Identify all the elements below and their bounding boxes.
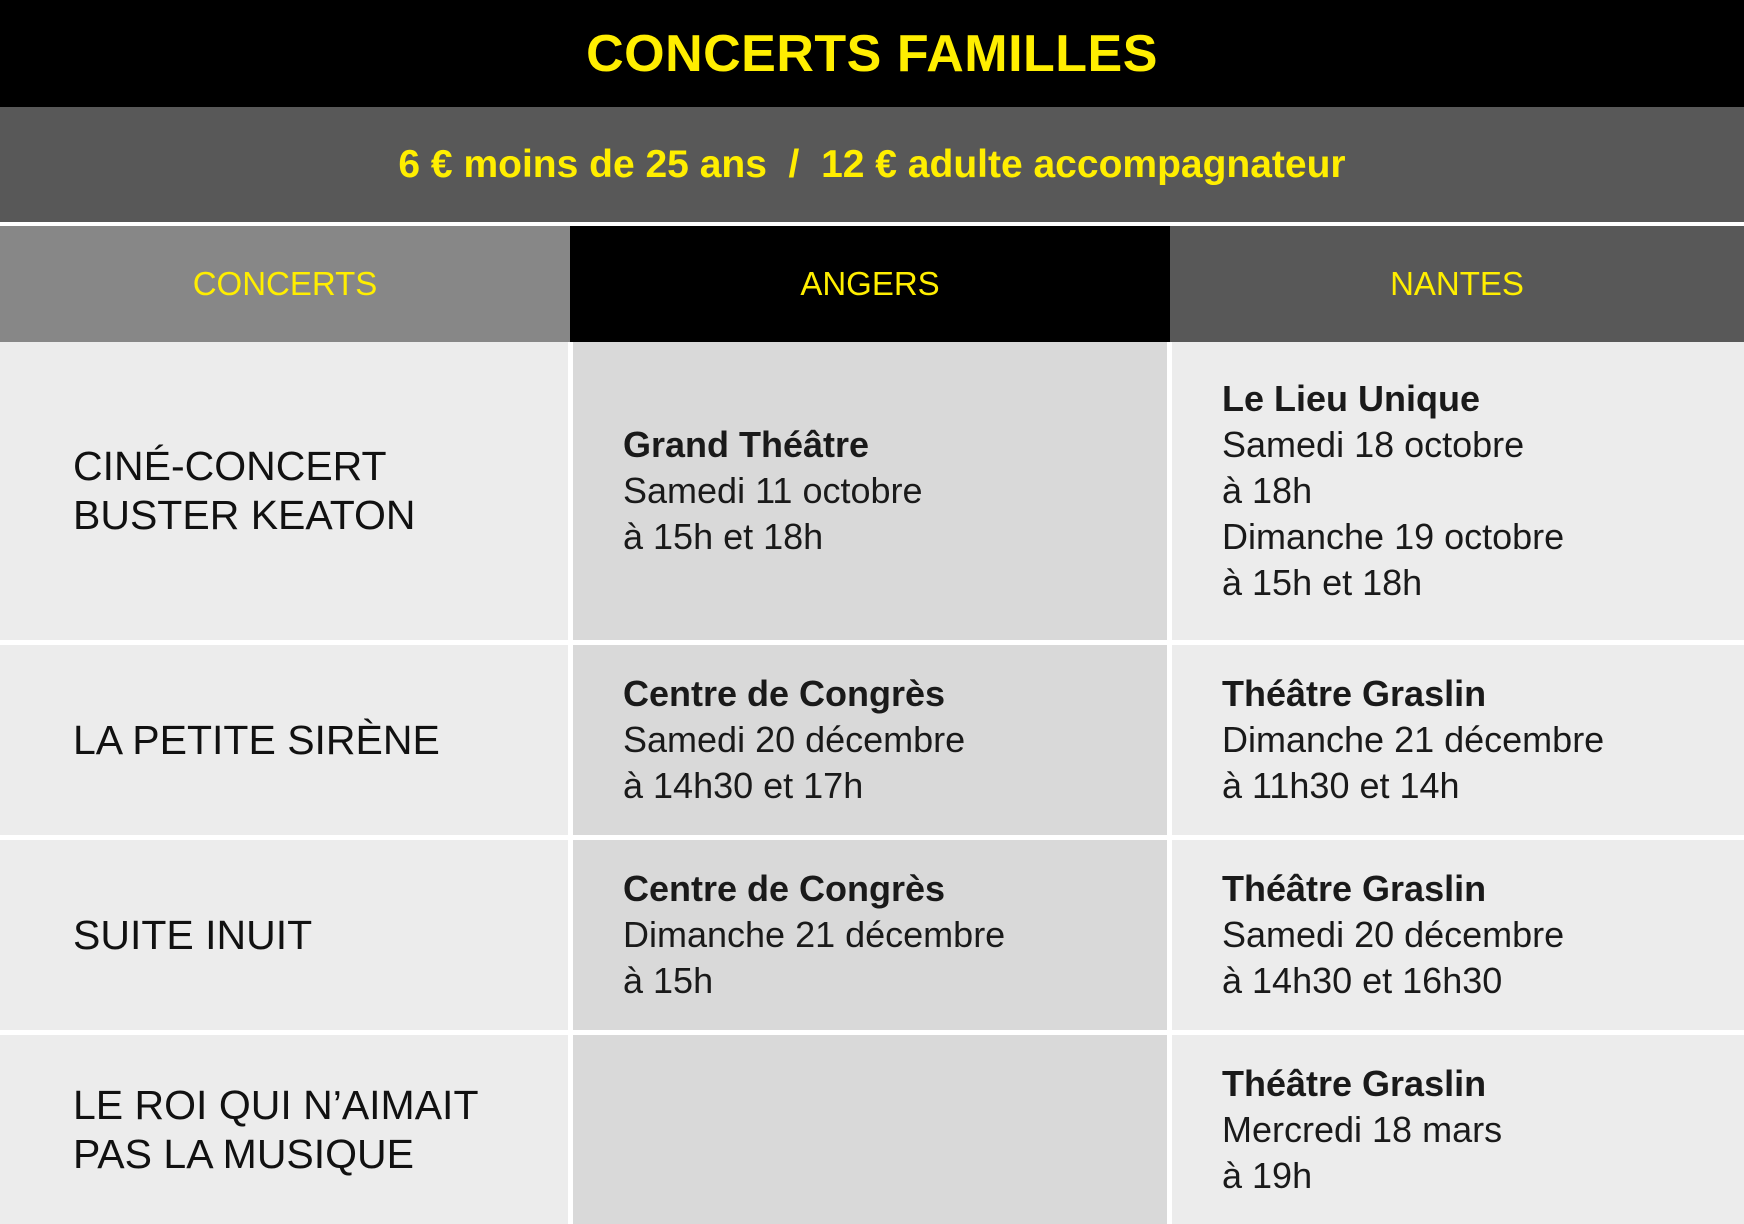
angers-schedule (623, 671, 965, 809)
concert-name-cell (0, 645, 568, 835)
concert-name: LE ROI QUI N’AIMAIT PAS LA MUSIQUE (73, 1081, 479, 1177)
column-header-nantes-label: NANTES (1390, 265, 1524, 302)
concert-name-cell (0, 840, 568, 1030)
schedule-line: à 15h (623, 960, 714, 1001)
pricing-bar (0, 107, 1744, 222)
angers-schedule (623, 866, 1005, 1004)
angers-cell (573, 840, 1167, 1030)
nantes-schedule (1222, 1061, 1502, 1199)
schedule-line: Samedi 20 décembre (1222, 914, 1565, 955)
nantes-schedule (1222, 671, 1604, 809)
pricing-text: 6 € moins de 25 ans / 12 € adulte accompagnateur (398, 142, 1346, 186)
column-header-angers (570, 226, 1170, 342)
schedule-line: Samedi 18 octobre (1222, 424, 1525, 465)
venue-name: Centre de Congrès (623, 673, 946, 714)
concert-name: SUITE INUIT (73, 911, 313, 958)
schedule-line: Samedi 11 octobre (623, 470, 923, 511)
schedule-line: à 14h30 et 17h (623, 765, 864, 806)
title-bar (0, 0, 1744, 107)
schedule-line: à 14h30 et 16h30 (1222, 960, 1503, 1001)
venue-name: Le Lieu Unique (1222, 378, 1481, 419)
column-header-concerts-label: CONCERTS (192, 265, 378, 302)
schedule-line: à 15h et 18h (623, 516, 824, 557)
angers-cell (573, 342, 1167, 640)
concert-name-cell (0, 342, 568, 640)
angers-cell-empty (573, 1035, 1167, 1224)
concert-name-cell (0, 1035, 568, 1224)
column-header-concerts (0, 226, 570, 342)
nantes-cell (1172, 645, 1744, 835)
schedule-line: à 19h (1222, 1154, 1313, 1196)
concert-name: LA PETITE SIRÈNE (73, 716, 440, 763)
schedule-line: à 15h et 18h (1222, 562, 1423, 603)
schedule-line: à 18h (1222, 470, 1313, 511)
column-header-angers-label: ANGERS (800, 265, 940, 302)
page-title: CONCERTS FAMILLES (586, 24, 1158, 83)
schedule-line: Dimanche 21 décembre (1222, 719, 1605, 760)
nantes-schedule (1222, 376, 1564, 606)
column-header-nantes (1170, 226, 1744, 342)
schedule-line: à 11h30 et 14h (1222, 765, 1460, 806)
schedule-line: Samedi 20 décembre (623, 719, 966, 760)
venue-name: Théâtre Graslin (1222, 673, 1487, 714)
venue-name: Théâtre Graslin (1222, 1062, 1487, 1104)
concert-name: CINÉ-CONCERT BUSTER KEATON (73, 443, 416, 538)
schedule-line: Mercredi 18 mars (1222, 1108, 1503, 1150)
nantes-cell (1172, 342, 1744, 640)
venue-name: Grand Théâtre (623, 424, 870, 465)
angers-cell (573, 645, 1167, 835)
venue-name: Théâtre Graslin (1222, 868, 1487, 909)
nantes-schedule (1222, 866, 1564, 1004)
schedule-line: Dimanche 21 décembre (623, 914, 1006, 955)
nantes-cell (1172, 840, 1744, 1030)
angers-schedule (623, 422, 923, 560)
schedule-line: Dimanche 19 octobre (1222, 516, 1565, 557)
venue-name: Centre de Congrès (623, 868, 946, 909)
nantes-cell (1172, 1035, 1744, 1224)
